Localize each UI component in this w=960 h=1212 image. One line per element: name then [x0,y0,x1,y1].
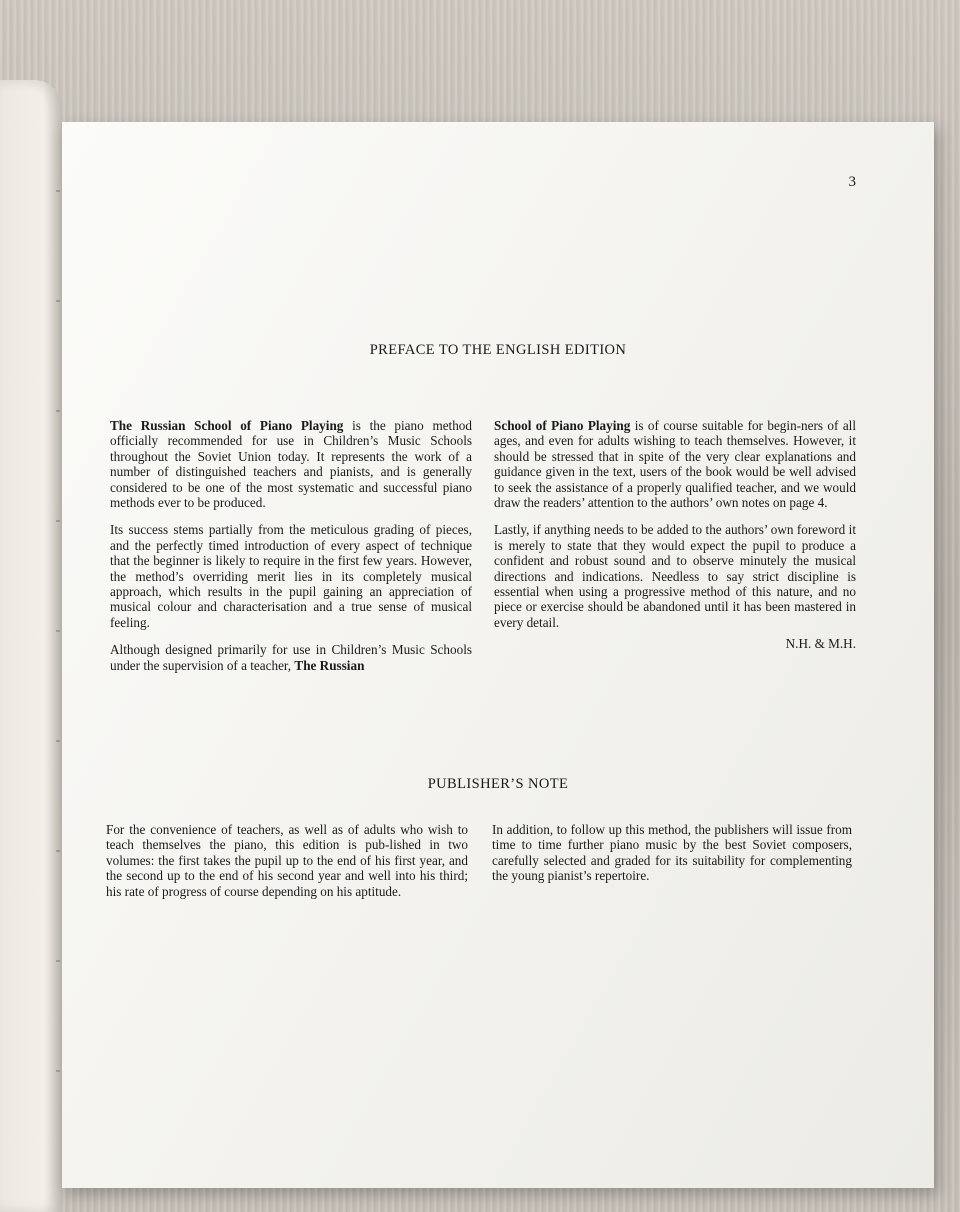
preface-left-column [110,418,472,685]
book-title-bold-end: School of Piano Playing [494,418,631,433]
preface-paragraph-1 [110,418,472,510]
preface-paragraph-4 [494,418,856,510]
publisher-note-left-column [106,822,468,911]
publisher-note-right-column [492,822,852,896]
preface-paragraph-3-text: Although designed primarily for use in Children’s Music Schools under the supervision of a teacher, [110,642,472,673]
book-title-bold-continued: The Russian [294,657,365,673]
preface-signature: N.H. & M.H. [785,636,856,652]
preface-paragraph-1-text: is the piano method officially recommended for use in Children’s Music Schools throughout the Soviet Union today. It represents the work of a number of distinguished teachers and pianists, and is generally considered to be one of the most systematic and successful piano methods ever to be produced. [110,418,472,511]
book-title-bold: The Russian School of Piano Playing [110,418,344,433]
previous-page-edge [0,80,62,1212]
preface-paragraph-5: Lastly, if anything needs to be added to the authors’ own foreword it is merely to state that they would expect the pupil to produce a confident and robust sound and to observe minutely the musical directions and indications. Needless to say strict discipline is essential when using a progressive method of this nature, and no piece or exercise should be abandoned until it has been mastered in every detail. [494,522,856,630]
publisher-note-heading: PUBLISHER’S NOTE [427,776,569,792]
preface-heading: PREFACE TO THE ENGLISH EDITION [369,342,627,358]
page-number: 3 [848,174,856,190]
preface-paragraph-3 [110,642,472,673]
preface-paragraph-2: Its success stems partially from the meticulous grading of pieces, and the perfectly timed introduction of every aspect of technique that the beginner is likely to require in the first few years. However, the method’s overriding merit lies in its completely musical approach, which results in the pupil gaining an appreciation of musical colour and characterisation and a true sense of musical feeling. [110,522,472,630]
binding-staples [56,190,60,1090]
preface-paragraph-4-text: is of course suitable for begin-ners of all ages, and even for adults wishing to teach themselves. However, it should be stressed that in spite of the very clear explanations and guidance given in the text, users of the book would be well advised to seek the assistance of a properly qualified teacher, and we would draw the readers’ attention to the authors’ own notes on page 4. [494,418,856,511]
book-page [62,122,934,1188]
publisher-note-paragraph-1: For the convenience of teachers, as well as of adults who wish to teach themselves the piano, this edition is pub-lished in two volumes: the first takes the pupil up to the end of his first year, and the second up to the end of his second year and well into his third; his rate of progress of course depending on his aptitude. [106,822,468,899]
preface-right-column [494,418,856,652]
publisher-note-paragraph-2: In addition, to follow up this method, the publishers will issue from time to time further piano music by the best Soviet composers, carefully selected and graded for its suitability for complementing the young pianist’s repertoire. [492,822,852,884]
